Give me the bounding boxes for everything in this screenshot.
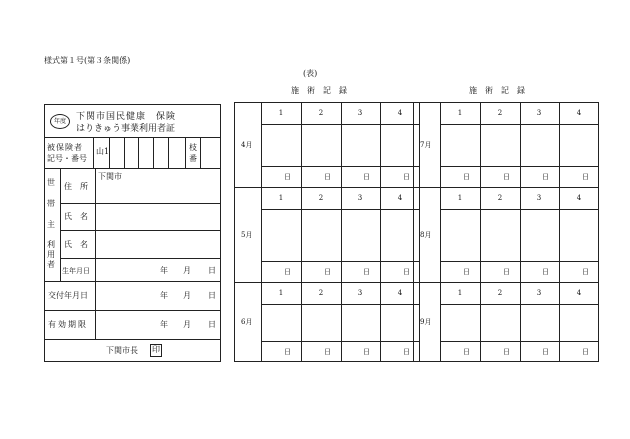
issue-month: 月: [183, 291, 191, 300]
day-row-divider: [440, 261, 599, 262]
treatment-day: 日: [284, 268, 291, 276]
treatment-day: 日: [542, 173, 549, 181]
treatment-day: 日: [503, 348, 510, 356]
month-column-divider: [440, 102, 441, 362]
month-label-left-2: 6月: [241, 318, 253, 326]
month-label-right-1: 8月: [420, 230, 432, 239]
day-row-divider: [261, 261, 420, 262]
birth-month: 月: [183, 266, 191, 275]
month-block-divider: [413, 282, 599, 283]
treatment-day: 日: [324, 268, 331, 276]
day-column-divider: [520, 102, 521, 362]
treatment-day: 日: [403, 348, 410, 356]
treatment-number: 3: [357, 289, 363, 297]
treatment-number: 3: [536, 194, 542, 202]
treatment-number: 2: [318, 109, 324, 117]
treatment-number: 4: [397, 194, 403, 202]
month-block-divider: [413, 187, 599, 188]
birth-year: 年: [160, 266, 168, 275]
birth-day: 日: [208, 266, 216, 275]
treatment-number: 4: [397, 289, 403, 297]
user-label: 利用者: [47, 240, 55, 269]
year-badge: 年度: [50, 114, 70, 129]
issue-year: 年: [160, 291, 168, 300]
head-name-label: 氏 名: [64, 212, 88, 221]
valid-month: 月: [183, 320, 191, 329]
valid-until-label: 有効期限: [48, 320, 88, 329]
insured-number-value: 山1: [96, 147, 110, 156]
month-column-divider: [261, 102, 262, 362]
address-label: 住 所: [64, 182, 88, 191]
month-block-divider: [234, 282, 420, 283]
treatment-day: 日: [503, 268, 510, 276]
treatment-day: 日: [463, 268, 470, 276]
treatment-day: 日: [542, 268, 549, 276]
issue-day: 日: [208, 291, 216, 300]
number-row-divider: [440, 209, 599, 210]
branch-label-2: 番: [189, 154, 197, 163]
month-label-left-0: 4月: [241, 140, 253, 149]
mayor-seal: 印: [150, 344, 162, 357]
treatment-number: 4: [397, 109, 403, 117]
treatment-number: 1: [457, 194, 463, 202]
treatment-number: 3: [357, 109, 363, 117]
birth-date-label: 生年月日: [62, 267, 90, 275]
treatment-day: 日: [463, 173, 470, 181]
valid-year: 年: [160, 320, 168, 329]
treatment-day: 日: [582, 268, 589, 276]
day-row-divider: [261, 166, 420, 167]
day-column-divider: [380, 102, 381, 362]
card-title-line1: 下関市国民健康 保険: [76, 112, 177, 122]
household-head-label: 世帯主: [47, 178, 55, 229]
month-label-right-0: 7月: [420, 140, 432, 149]
treatment-number: 2: [318, 194, 324, 202]
treatment-number: 3: [357, 194, 363, 202]
records-title-left: 施 術 記 録: [291, 86, 347, 95]
user-name-label: 氏 名: [64, 240, 88, 249]
treatment-number: 4: [576, 109, 582, 117]
form-number: 様式第１号(第３条関係): [44, 56, 131, 65]
insured-label-number: 記号・番号: [47, 154, 87, 163]
day-column-divider: [480, 102, 481, 362]
day-column-divider: [559, 102, 560, 362]
treatment-number: 1: [457, 109, 463, 117]
treatment-number: 1: [457, 289, 463, 297]
issue-date-label: 交付年月日: [48, 291, 88, 300]
treatment-number: 1: [278, 109, 284, 117]
treatment-number: 1: [278, 194, 284, 202]
mayor-label: 下関市長: [106, 346, 138, 355]
treatment-day: 日: [503, 173, 510, 181]
number-row-divider: [261, 124, 420, 125]
treatment-day: 日: [363, 173, 370, 181]
treatment-number: 2: [497, 289, 503, 297]
treatment-number: 3: [536, 289, 542, 297]
treatment-day: 日: [463, 348, 470, 356]
treatment-day: 日: [324, 348, 331, 356]
day-column-divider: [301, 102, 302, 362]
treatment-number: 2: [497, 109, 503, 117]
number-row-divider: [261, 304, 420, 305]
treatment-day: 日: [582, 348, 589, 356]
address-value: 下関市: [98, 172, 122, 181]
treatment-day: 日: [324, 173, 331, 181]
treatment-day: 日: [284, 173, 291, 181]
treatment-day: 日: [582, 173, 589, 181]
number-row-divider: [440, 124, 599, 125]
day-row-divider: [440, 166, 599, 167]
treatment-day: 日: [363, 348, 370, 356]
treatment-day: 日: [403, 268, 410, 276]
month-label-right-2: 9月: [420, 318, 432, 326]
number-row-divider: [261, 209, 420, 210]
treatment-number: 2: [318, 289, 324, 297]
treatment-number: 1: [278, 289, 284, 297]
day-column-divider: [341, 102, 342, 362]
treatment-day: 日: [403, 173, 410, 181]
treatment-number: 3: [536, 109, 542, 117]
treatment-day: 日: [363, 268, 370, 276]
valid-day: 日: [208, 320, 216, 329]
records-title-right: 施 術 記 録: [469, 86, 525, 95]
month-block-divider: [234, 187, 420, 188]
day-row-divider: [440, 341, 599, 342]
number-row-divider: [440, 304, 599, 305]
side-label: (表): [303, 69, 318, 78]
month-label-left-1: 5月: [241, 230, 253, 239]
treatment-number: 4: [576, 194, 582, 202]
treatment-number: 2: [497, 194, 503, 202]
treatment-number: 4: [576, 289, 582, 297]
card-title-line2: はりきゅう事業利用者証: [76, 124, 176, 134]
insured-label: 被保険者: [47, 143, 83, 152]
day-row-divider: [261, 341, 420, 342]
treatment-day: 日: [284, 348, 291, 356]
branch-label: 枝: [189, 143, 197, 152]
treatment-day: 日: [542, 348, 549, 356]
